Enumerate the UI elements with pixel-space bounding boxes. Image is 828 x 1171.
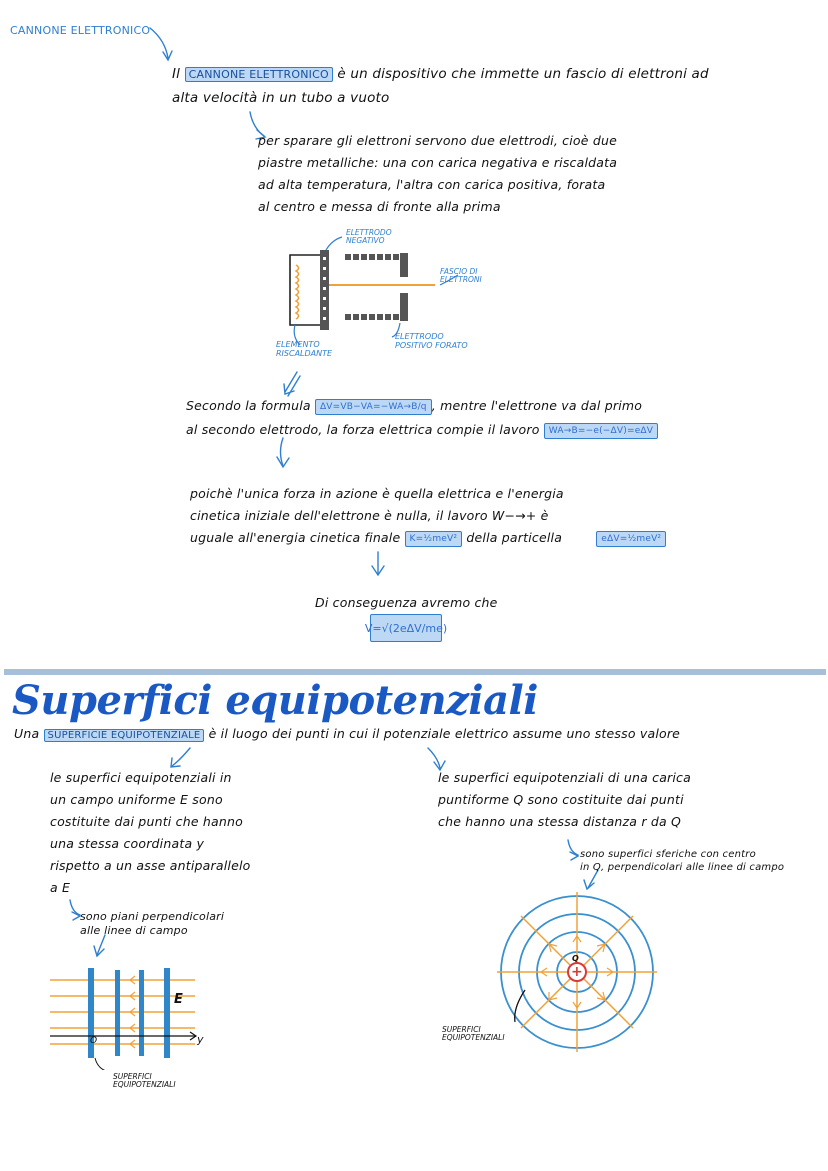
label-negative-electrode: ELETTRODO NEGATIVO	[346, 228, 392, 245]
superficie-highlight: SUPERFICIE EQUIPOTENZIALE	[44, 729, 205, 742]
field-label: E	[174, 992, 184, 1007]
label-electron-beam: FASCIO DI ELETTRONI	[440, 267, 482, 284]
origin-label: O	[90, 1036, 98, 1046]
intro-line1: Il CANNONE ELETTRONICO è un dispositivo che immette un fascio di elettroni ad	[172, 66, 709, 82]
energy-line: uguale all'energia cinetica finale K=½meV² della particella eΔV=½meV²	[190, 527, 666, 549]
positive-electrode	[400, 253, 408, 277]
electrodes-paragraph	[258, 130, 617, 218]
formula-velocity: V=√(2eΔV/me)	[370, 614, 442, 642]
energy-line: poichè l'unica forza in azione è quella elettrica e l'energia	[190, 486, 564, 501]
energy-line: cinetica iniziale dell'elettrone è nulla, il lavoro W−→+ è	[190, 508, 549, 523]
electrodes-line: al centro e messa di fronte alla prima	[258, 199, 501, 214]
formula-paragraph-line2: al secondo elettrodo, la forza elettrica compie il lavoro WA→B=−e(−ΔV)=eΔV	[186, 419, 658, 441]
label-heating-element: ELEMENTO RISCALDANTE	[276, 340, 333, 358]
intro-line2: alta velocità in un tubo a vuoto	[172, 90, 390, 106]
right-column-text: le superfici equipotenziali di una carica puntiforme Q sono costituite dai punti che hanno una stessa distanza r da Q	[438, 770, 691, 829]
definition-line: Una SUPERFICIE EQUIPOTENZIALE è il luogo dei punti in cui il potenziale elettrico assume uno stesso valore	[14, 726, 681, 741]
charge-symbol: +	[571, 964, 583, 980]
left-column-note: sono piani perpendicolari alle linee di campo	[80, 910, 225, 937]
section-divider	[4, 669, 826, 675]
cannone-highlight: CANNONE ELETTRONICO	[185, 67, 333, 82]
electrodes-line: per sparare gli elettroni servono due elettrodi, cioè due	[258, 133, 617, 148]
energy-paragraph	[190, 483, 666, 549]
right-column-note: sono superfici sferiche con centro in Q, perpendicolari alle linee di campo	[580, 849, 785, 873]
electrodes-line: ad alta temperatura, l'altra con carica positiva, forata	[258, 177, 606, 192]
formula-kinetic: K=½meV²	[405, 531, 463, 547]
heating-coil	[296, 265, 299, 319]
conclusion-text: Di conseguenza avremo che	[315, 595, 498, 610]
formula-work: WA→B=−e(−ΔV)=eΔV	[544, 423, 658, 439]
section-title: Superfici equipotenziali	[12, 677, 538, 724]
formula-delta-v: ΔV=VB−VA=−WA→B/q	[315, 399, 432, 415]
left-column-text: le superfici equipotenziali in un campo uniforme E sono costituite dai punti che hanno una stessa coordinata y rispetto a un asse antiparallelo a E	[50, 770, 251, 895]
uniform-field-diagram	[40, 960, 210, 1070]
left-caption: SUPERFICI EQUIPOTENZIALI	[113, 1072, 176, 1089]
electrodes-line: piastre metalliche: una con carica negativa e riscaldata	[258, 155, 618, 170]
formula-energy-balance: eΔV=½meV²	[596, 531, 666, 547]
charge-label: Q	[572, 954, 580, 963]
header-label: CANNONE ELETTRONICO	[10, 24, 151, 37]
label-positive-electrode: ELETTRODO POSITIVO FORATO	[395, 332, 468, 350]
right-caption: SUPERFICI EQUIPOTENZIALI	[442, 1025, 505, 1042]
formula-paragraph-line1: Secondo la formula ΔV=VB−VA=−WA→B/q , mentre l'elettrone va dal primo	[186, 398, 643, 413]
axis-label: y	[197, 1033, 204, 1046]
